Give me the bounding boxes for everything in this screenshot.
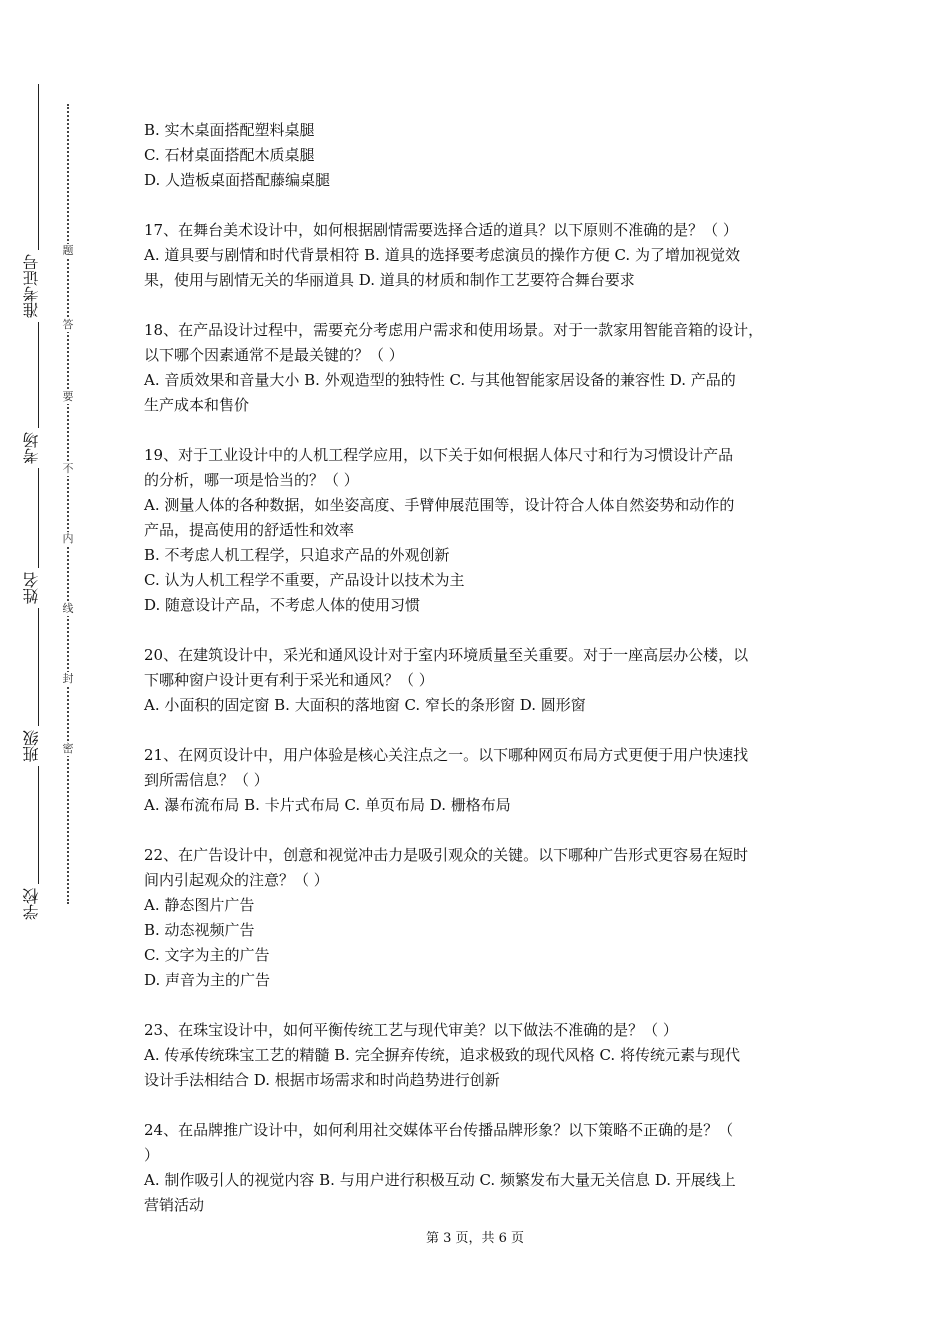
options-text: 营销活动 (144, 1196, 205, 1214)
option-c: C. 认为人机工程学不重要，产品设计以技术为主 (144, 571, 465, 589)
question-text: 的分析，哪一项是恰当的？（ ） (144, 471, 359, 489)
option-d: D. 人造板桌面搭配藤编桌腿 (144, 171, 331, 189)
question-21 (144, 743, 816, 818)
seal-char: 线 (60, 602, 76, 616)
options-text: A. 传承传统珠宝工艺的精髓 B. 完全摒弃传统，追求极致的现代风格 C. 将传统元素与现代 (144, 1046, 740, 1064)
question-content (144, 118, 816, 1243)
question-text: 22、在广告设计中，创意和视觉冲击力是吸引观众的关键。以下哪种广告形式更容易在短时 (144, 846, 749, 864)
question-text: 17、在舞台美术设计中，如何根据剧情需要选择合适的道具？以下原则不准确的是？（ ） (144, 221, 738, 239)
options-text: 果，使用与剧情无关的华丽道具 D. 道具的材质和制作工艺要符合舞台要求 (144, 271, 635, 289)
options-text: A. 小面积的固定窗 B. 大面积的落地窗 C. 窄长的条形窗 D. 圆形窗 (144, 696, 586, 714)
seal-char: 不 (60, 462, 76, 476)
seal-char: 封 (60, 672, 76, 686)
question-22 (144, 843, 816, 993)
question-text: 18、在产品设计过程中，需要充分考虑用户需求和使用场景。对于一款家用智能音箱的设计， (144, 321, 764, 339)
option-b: B. 动态视频广告 (144, 921, 255, 939)
exam-number-label: 准考证号 (20, 250, 54, 322)
question-17 (144, 218, 816, 293)
question-24 (144, 1118, 816, 1218)
seal-char: 要 (60, 390, 76, 404)
question-text: 间内引起观众的注意？（ ） (144, 871, 329, 889)
option-b: B. 实木桌面搭配塑料桌腿 (144, 121, 315, 139)
question-text: 下哪种窗户设计更有利于采光和通风？（ ） (144, 671, 434, 689)
option-a: 产品，提高使用的舒适性和效率 (144, 521, 355, 539)
seal-char: 密 (60, 742, 76, 756)
class-label: 班级 (20, 726, 54, 766)
question-text: ） (144, 1146, 160, 1164)
question-23 (144, 1018, 816, 1093)
question-16-options (144, 118, 816, 193)
seal-dotted-line (67, 104, 69, 904)
option-c: C. 石材桌面搭配木质桌腿 (144, 146, 315, 164)
options-text: 生产成本和售价 (144, 396, 250, 414)
question-text: 23、在珠宝设计中，如何平衡传统工艺与现代审美？以下做法不准确的是？（ ） (144, 1021, 678, 1039)
options-text: A. 制作吸引人的视觉内容 B. 与用户进行积极互动 C. 频繁发布大量无关信息 D. 开展线上 (144, 1171, 736, 1189)
options-text: A. 瀑布流布局 B. 卡片式布局 C. 单页布局 D. 栅格布局 (144, 796, 511, 814)
seal-char: 答 (60, 318, 76, 332)
question-text: 19、对于工业设计中的人机工程学应用，以下关于如何根据人体尺寸和行为习惯设计产品 (144, 446, 734, 464)
question-text: 20、在建筑设计中，采光和通风设计对于室内环境质量至关重要。对于一座高层办公楼，以 (144, 646, 749, 664)
page-number: 第 3 页，共 6 页 (425, 1231, 525, 1246)
option-a: A. 静态图片广告 (144, 896, 255, 914)
student-name-label: 姓名 (20, 568, 54, 608)
question-text: 21、在网页设计中，用户体验是核心关注点之一。以下哪种网页布局方式更便于用户快速找 (144, 746, 749, 764)
seal-char: 题 (60, 244, 76, 258)
option-a: A. 测量人体的各种数据，如坐姿高度、手臂伸展范围等，设计符合人体自然姿势和动作的 (144, 496, 735, 514)
option-d: D. 随意设计产品，不考虑人体的使用习惯 (144, 596, 421, 614)
question-19 (144, 443, 816, 618)
school-label: 学校 (20, 884, 54, 924)
options-text: A. 音质效果和音量大小 B. 外观造型的独特性 C. 与其他智能家居设备的兼容性 D. 产品的 (144, 371, 736, 389)
option-d: D. 声音为主的广告 (144, 971, 271, 989)
question-text: 24、在品牌推广设计中，如何利用社交媒体平台传播品牌形象？以下策略不正确的是？（ (144, 1121, 734, 1139)
question-18 (144, 318, 816, 418)
question-text: 到所需信息？（ ） (144, 771, 269, 789)
seal-char: 内 (60, 532, 76, 546)
question-20 (144, 643, 816, 718)
binding-margin (0, 0, 74, 1344)
binding-solid-line (38, 84, 39, 924)
exam-room-label: 考场 (20, 428, 54, 468)
options-text: A. 道具要与剧情和时代背景相符 B. 道具的选择要考虑演员的操作方便 C. 为了增加视觉效 (144, 246, 740, 264)
question-text: 以下哪个因素通常不是最关键的？（ ） (144, 346, 404, 364)
options-text: 设计手法相结合 D. 根据市场需求和时尚趋势进行创新 (144, 1071, 500, 1089)
option-b: B. 不考虑人机工程学，只追求产品的外观创新 (144, 546, 450, 564)
option-c: C. 文字为主的广告 (144, 946, 270, 964)
